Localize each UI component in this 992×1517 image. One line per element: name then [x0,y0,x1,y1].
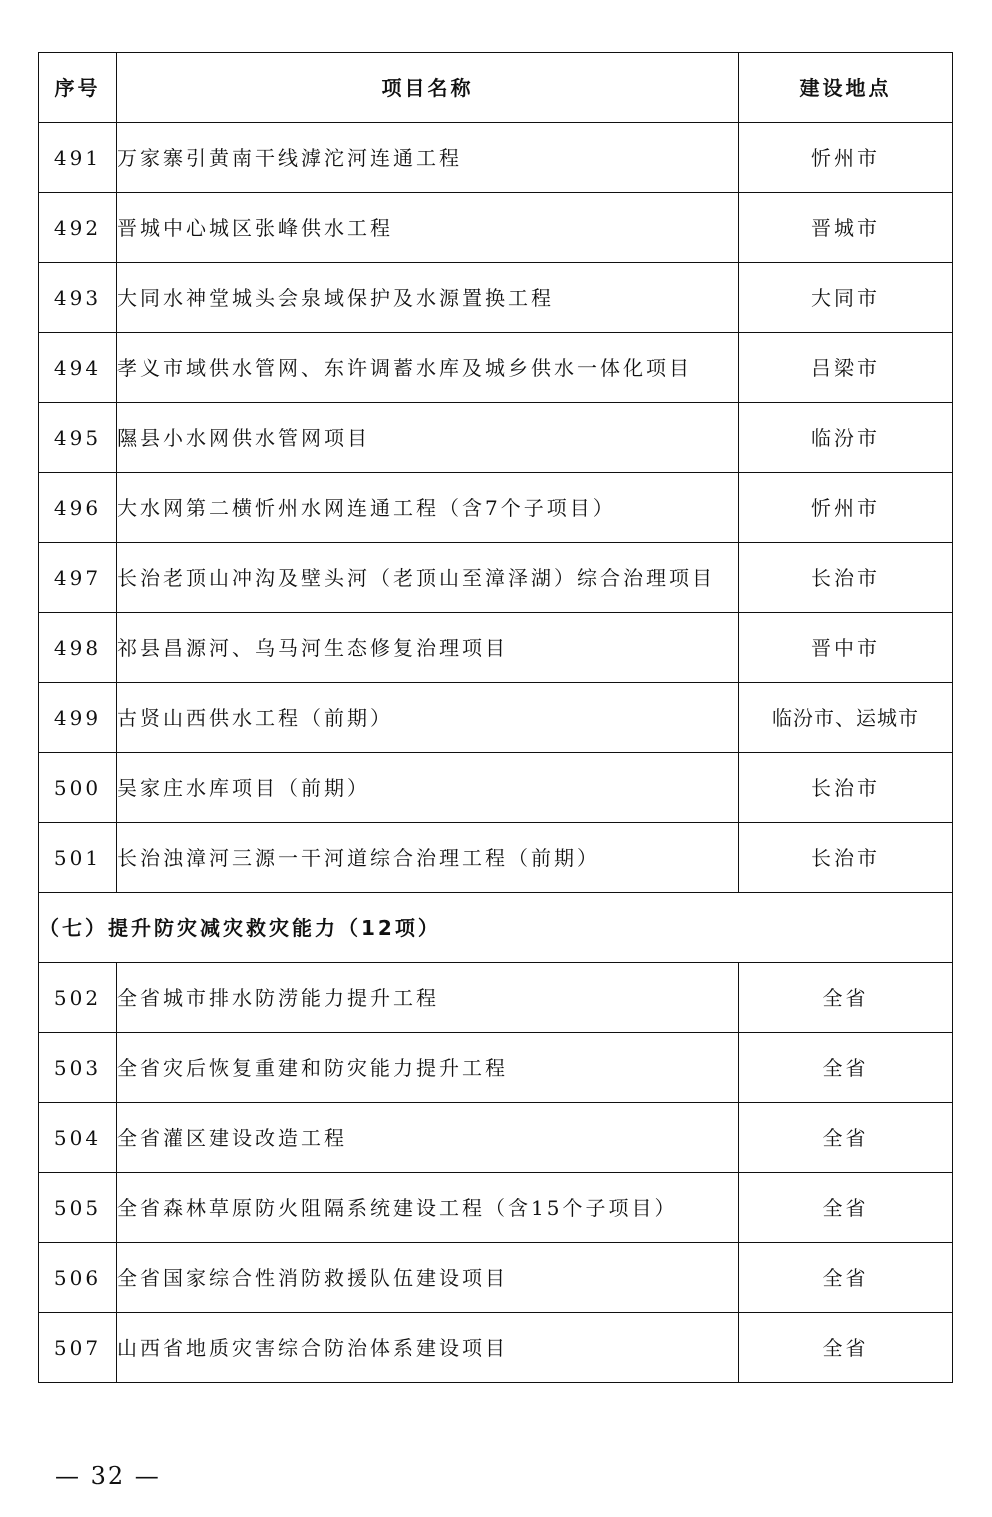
table-row [39,1313,953,1383]
row-location: 全省 [739,963,953,1033]
page-number: — 32 — [55,1462,161,1490]
row-location: 全省 [739,1243,953,1313]
row-location: 忻州市 [739,473,953,543]
row-location: 长治市 [739,823,953,893]
row-project-name: 古贤山西供水工程（前期） [117,683,739,753]
row-project-name: 晋城中心城区张峰供水工程 [117,193,739,263]
project-table [38,52,953,1383]
row-location: 长治市 [739,753,953,823]
row-number: 494 [39,333,117,403]
row-location: 全省 [739,1173,953,1243]
table-row [39,403,953,473]
table-row [39,473,953,543]
row-number: 506 [39,1243,117,1313]
row-location: 晋城市 [739,193,953,263]
header-location: 建设地点 [739,53,953,123]
row-number: 499 [39,683,117,753]
table-row [39,333,953,403]
table-row [39,683,953,753]
row-location: 吕梁市 [739,333,953,403]
row-project-name: 全省灌区建设改造工程 [117,1103,739,1173]
table-row [39,823,953,893]
section-row [39,893,953,963]
row-location: 全省 [739,1313,953,1383]
row-location: 临汾市、运城市 [739,683,953,753]
header-project-name: 项目名称 [117,53,739,123]
table-row [39,1103,953,1173]
row-number: 497 [39,543,117,613]
row-project-name: 大同水神堂城头会泉域保护及水源置换工程 [117,263,739,333]
row-project-name: 山西省地质灾害综合防治体系建设项目 [117,1313,739,1383]
row-location: 全省 [739,1033,953,1103]
row-project-name: 隰县小水网供水管网项目 [117,403,739,473]
table-row [39,263,953,333]
row-location: 忻州市 [739,123,953,193]
table-header-row [39,53,953,123]
row-project-name: 万家寨引黄南干线滹沱河连通工程 [117,123,739,193]
row-location: 全省 [739,1103,953,1173]
row-number: 503 [39,1033,117,1103]
row-number: 495 [39,403,117,473]
row-project-name: 大水网第二横忻州水网连通工程（含7个子项目） [117,473,739,543]
table-row [39,1033,953,1103]
row-number: 493 [39,263,117,333]
row-number: 501 [39,823,117,893]
row-project-name: 孝义市域供水管网、东许调蓄水库及城乡供水一体化项目 [117,333,739,403]
row-location: 晋中市 [739,613,953,683]
table-row [39,753,953,823]
row-number: 498 [39,613,117,683]
table-row [39,193,953,263]
row-location: 临汾市 [739,403,953,473]
section-heading: （七）提升防灾减灾救灾能力（12项） [39,893,953,963]
row-project-name: 全省国家综合性消防救援队伍建设项目 [117,1243,739,1313]
header-number: 序号 [39,53,117,123]
row-project-name: 全省灾后恢复重建和防灾能力提升工程 [117,1033,739,1103]
row-number: 505 [39,1173,117,1243]
table-row [39,963,953,1033]
row-number: 502 [39,963,117,1033]
row-project-name: 长治老顶山冲沟及壁头河（老顶山至漳泽湖）综合治理项目 [117,543,739,613]
row-location: 大同市 [739,263,953,333]
row-project-name: 全省森林草原防火阻隔系统建设工程（含15个子项目） [117,1173,739,1243]
row-number: 504 [39,1103,117,1173]
table-row [39,123,953,193]
table-row [39,543,953,613]
row-project-name: 全省城市排水防涝能力提升工程 [117,963,739,1033]
row-number: 507 [39,1313,117,1383]
row-number: 500 [39,753,117,823]
table-row [39,1173,953,1243]
row-project-name: 祁县昌源河、乌马河生态修复治理项目 [117,613,739,683]
row-project-name: 长治浊漳河三源一干河道综合治理工程（前期） [117,823,739,893]
row-project-name: 吴家庄水库项目（前期） [117,753,739,823]
table-row [39,613,953,683]
row-number: 491 [39,123,117,193]
table-row [39,1243,953,1313]
row-location: 长治市 [739,543,953,613]
row-number: 492 [39,193,117,263]
row-number: 496 [39,473,117,543]
